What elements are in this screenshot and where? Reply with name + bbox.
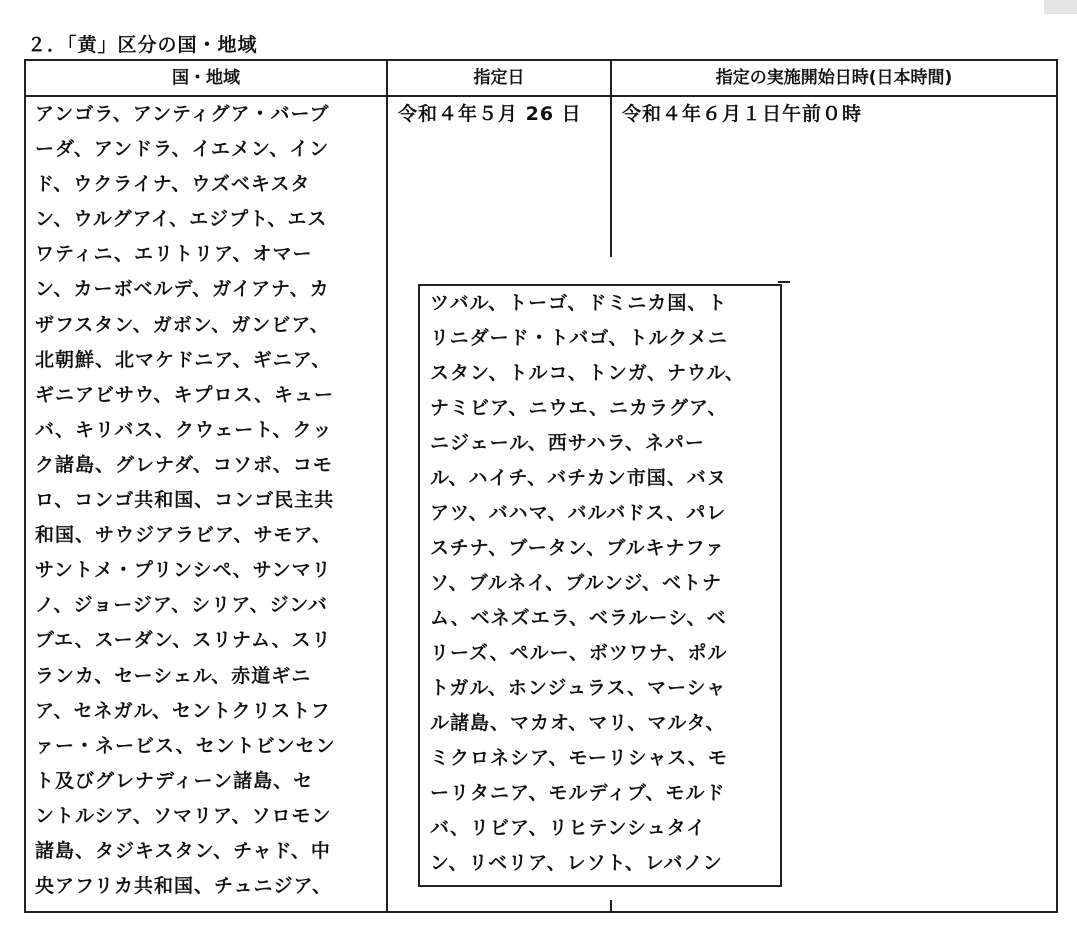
left-line: ザフスタン、ガボン、ガンビア、 [35,313,330,336]
header-designation-date: 指定日 [473,68,525,88]
header-country: 国・地域 [172,68,240,88]
corner-scroll-mark [1044,0,1077,14]
left-line: ノ、ジョージア、シリア、ジンバ [35,594,328,617]
left-line: ン、ウルグアイ、エジプト、エス [35,208,328,231]
overlay-line: ナミビア、ニウエ、ニカラグア、 [430,397,728,419]
left-line: ギニアビサウ、キプロス、キュー [35,383,335,406]
left-line: サントメ・プリンシペ、サンマリ [35,559,332,582]
left-line: ァー・ネービス、セントビンセン [35,734,336,757]
left-line: ド、ウクライナ、ウズベキスタ [35,173,311,196]
overlay-line: ル、ハイチ、バチカン市国、バヌ [430,467,727,489]
section-heading: ２．「黄」区分の国・地域 [27,34,258,56]
overlay-line: バ、リビア、リヒテンシュタイ [430,817,707,839]
overlay-line: リーズ、ペルー、ボツワナ、ポル [430,642,728,664]
left-line: ア、セネガル、セントクリストフ [35,699,331,722]
left-line: ランカ、セーシェル、赤道ギニ [35,664,312,687]
left-line: 央アフリカ共和国、チュニジア、 [35,875,332,898]
overlay-box-tab [778,281,790,283]
designation-date-value: 令和４年５月 26 日 [398,103,582,125]
left-line: アンゴラ、アンティグア・バーブ [35,103,330,125]
header-start-datetime: 指定の実施開始日時(日本時間) [715,68,953,88]
left-line: ク諸島、グレナダ、コソボ、コモ [35,453,333,476]
left-line: ントルシア、ソマリア、ソロモン [35,804,332,827]
overlay-line: スチナ、ブータン、ブルキナファ [430,537,726,559]
column-divider-1 [386,59,388,913]
overlay-line: ツバル、トーゴ、ドミニカ国、ト [430,292,728,314]
column-divider-2-lower [610,900,612,913]
overlay-line: リニダード・トバゴ、トルクメニ [430,327,728,349]
overlay-line: ミクロネシア、モーリシャス、モ [430,747,728,769]
overlay-line: ン、リベリア、レソト、レバノン [430,852,723,874]
overlay-line: スタン、トルコ、トンガ、ナウル、 [430,362,745,384]
left-line: 諸島、タジキスタン、チャド、中 [35,839,331,862]
overlay-line: トガル、ホンジュラス、マーシャ [430,677,727,699]
country-list-overlay [430,286,775,881]
left-line: ン、カーボベルデ、ガイアナ、カ [35,278,330,301]
left-line: ロ、コンゴ共和国、コンゴ民主共 [35,489,335,512]
overlay-line: ニジェール、西サハラ、ネパー [430,432,705,454]
country-list-left [35,97,385,904]
left-line: ブエ、スーダン、スリナム、スリ [35,629,332,652]
left-line: ト及びグレナディーン諸島、セ [35,769,314,792]
left-line: 北朝鮮、北マケドニア、ギニア、 [35,348,332,371]
overlay-line: ム、ベネズエラ、ベラルーシ、ベ [430,607,727,629]
start-datetime-value: 令和４年６月１日午前０時 [622,103,863,125]
left-line: ワティニ、エリトリア、オマー [35,243,313,266]
overlay-line: アツ、バハマ、バルバドス、パレ [430,502,727,524]
overlay-line: ル諸島、マカオ、マリ、マルタ、 [430,712,726,734]
overlay-line: ーリタニア、モルディブ、モルド [430,782,726,804]
left-line: バ、キリバス、クウェート、クッ [35,418,333,441]
left-line: 和国、サウジアラビア、サモア、 [35,524,332,547]
overlay-line: ソ、ブルネイ、ブルンジ、ベトナ [430,572,723,594]
left-line: ーダ、アンドラ、イエメン、イン [35,138,330,161]
